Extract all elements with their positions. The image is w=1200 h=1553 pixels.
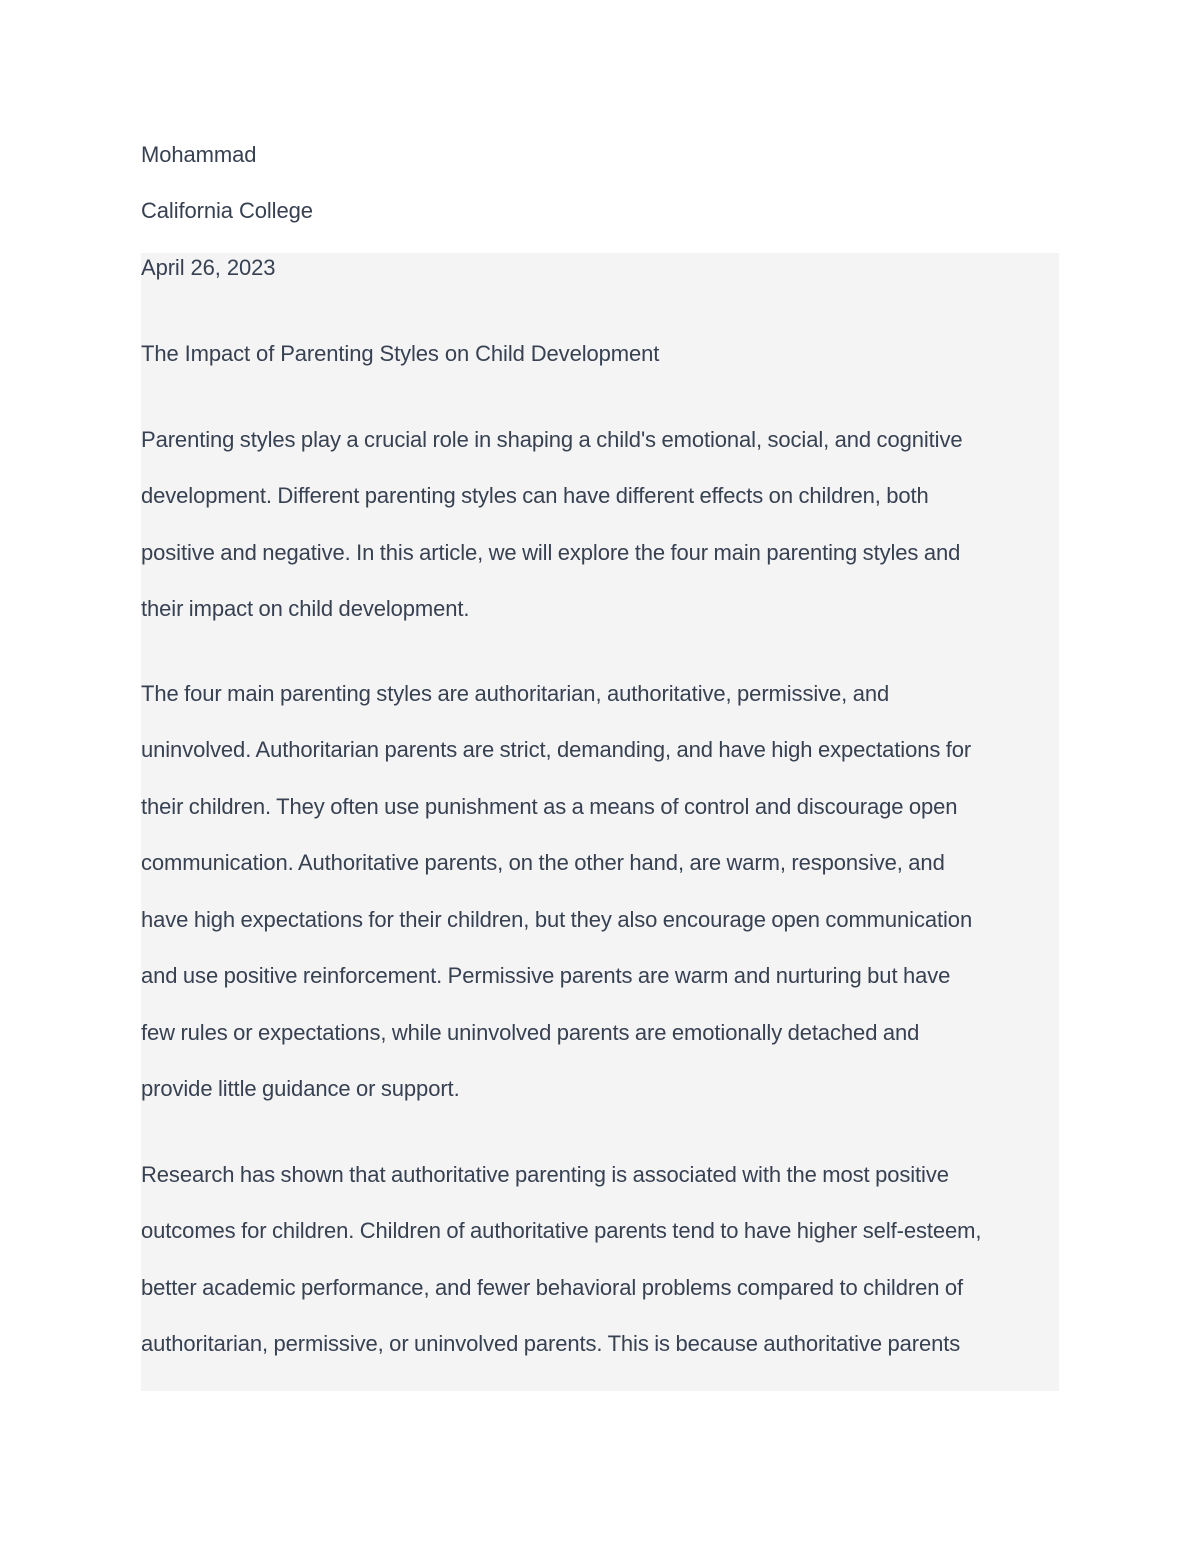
paragraph-line: The four main parenting styles are authoritarian, authoritative, permissive, and	[141, 681, 890, 706]
paragraph-line: authoritarian, permissive, or uninvolved parents. This is because authoritative parents	[141, 1331, 961, 1356]
paragraph-line: Research has shown that authoritative parenting is associated with the most positive	[141, 1162, 949, 1187]
paragraph-line: outcomes for children. Children of authoritative parents tend to have higher self-esteem,	[141, 1218, 982, 1243]
paragraph-line: positive and negative. In this article, we will explore the four main parenting styles and	[141, 540, 961, 565]
institution-name: California College	[141, 198, 313, 223]
paragraph-line: better academic performance, and fewer behavioral problems compared to children of	[141, 1275, 964, 1300]
document-date: April 26, 2023	[141, 255, 276, 280]
paragraph-line: uninvolved. Authoritarian parents are strict, demanding, and have high expectations for	[141, 737, 972, 762]
paragraph-line: Parenting styles play a crucial role in shaping a child's emotional, social, and cognitive	[141, 427, 963, 452]
paragraph-line: their children. They often use punishment as a means of control and discourage open	[141, 794, 958, 819]
paragraph-line: and use positive reinforcement. Permissive parents are warm and nurturing but have	[141, 963, 951, 988]
paragraph-line: development. Different parenting styles can have different effects on children, both	[141, 483, 929, 508]
document-title: The Impact of Parenting Styles on Child Development	[141, 341, 660, 366]
author-name: Mohammad	[141, 142, 257, 167]
paragraph-line: have high expectations for their children, but they also encourage open communication	[141, 907, 973, 932]
paragraph-line: provide little guidance or support.	[141, 1076, 460, 1101]
paragraph-line: communication. Authoritative parents, on the other hand, are warm, responsive, and	[141, 850, 945, 875]
paragraph-line: few rules or expectations, while uninvolved parents are emotionally detached and	[141, 1020, 920, 1045]
paragraph-line: their impact on child development.	[141, 596, 470, 621]
